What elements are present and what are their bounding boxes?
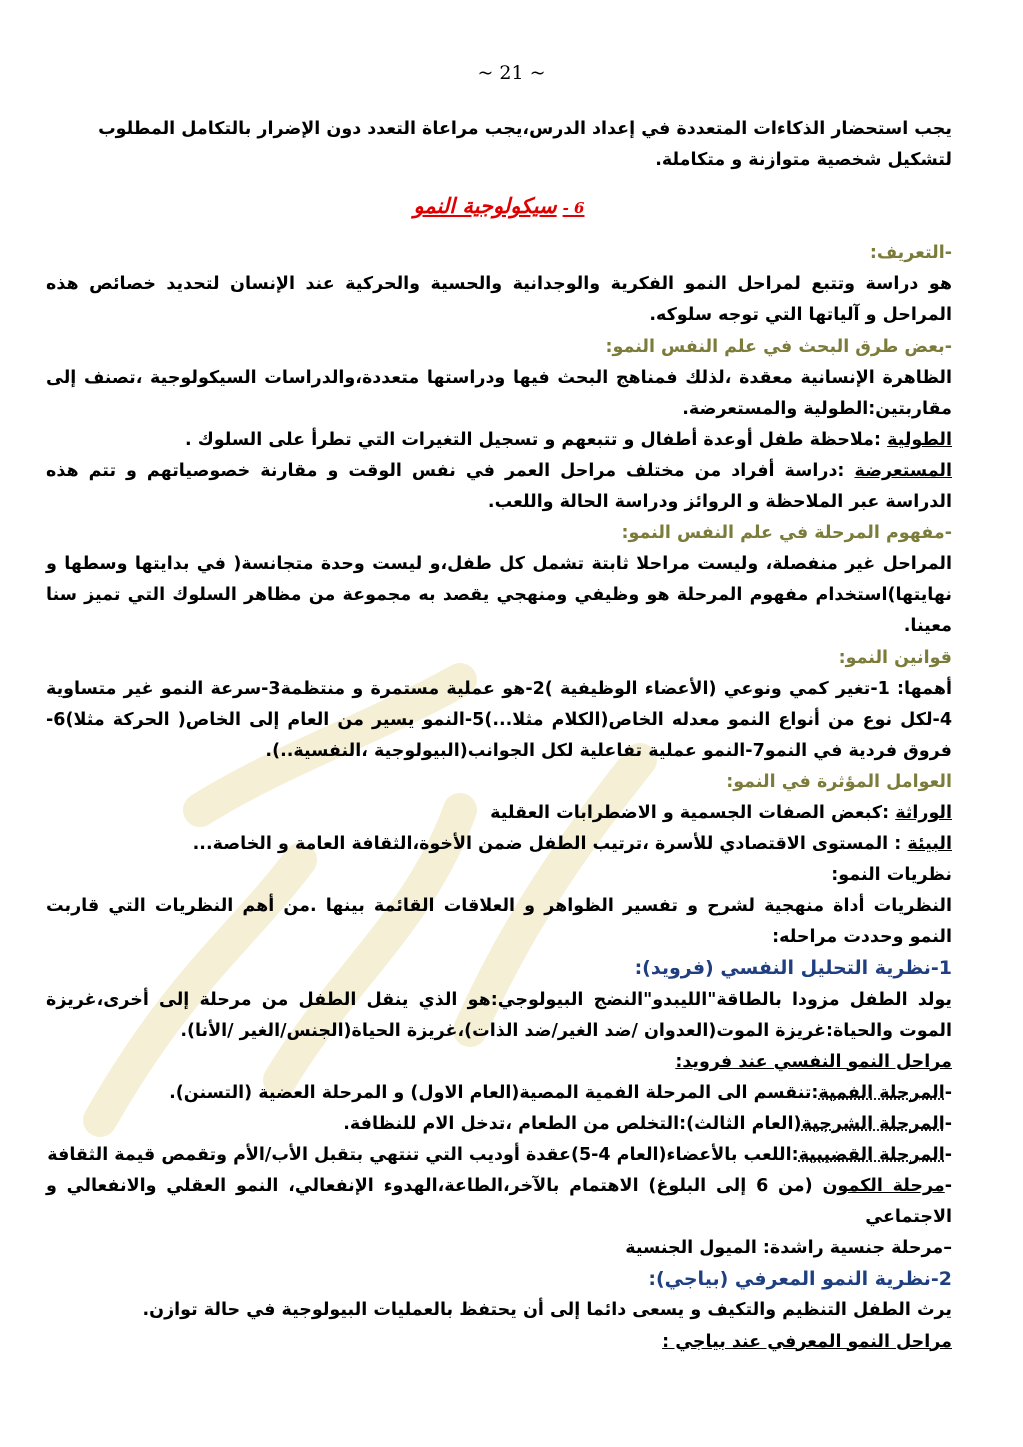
longitudinal-term: الطولية — [887, 429, 952, 450]
cross-paragraph — [46, 456, 952, 518]
theories-text: النظريات أداة منهجية لشرح و تفسير الظواهر و العلاقات القائمة بينها .من أهم النظريات التي قاربت النمو وحددت مراحله: — [46, 896, 952, 948]
genital-stage: –مرحلة جنسية راشدة: الميول الجنسية — [625, 1238, 952, 1259]
cross-text: :دراسة أفراد من مختلف مراحل العمر في نفس الوقت و مقارنة خصوصياتهم و تتم هذه الدراسة عبر الملاحظة و الروائز ودراسة الحالة واللعب. — [46, 460, 952, 513]
stage-concept-heading: -مفهوم المرحلة في علم النفس النمو: — [621, 523, 952, 544]
genital-text: مرحلة جنسية راشدة: الميول الجنسية — [625, 1238, 944, 1259]
intro-line-2: لتشكيل شخصية متوازنة و متكاملة. — [655, 150, 952, 171]
stage-concept-text: المراحل غير منفصلة، وليست مراحلا ثابتة تشمل كل طفل،و ليست وحدة متجانسة( في بدايتها وسطها و نهايتها)استخدام مفهوم المرحلة هو وظيفي ومنهجي يقصد به مجموعة من مظاهر السلوك التي تميز سنا معينا. — [46, 554, 952, 637]
piaget-stages-heading: مراحل النمو المعرفي عند بياجي : — [662, 1331, 952, 1352]
anal-stage: -المرحلة الشرجية(العام الثالث):التخلص من الطعام ،تدخل الام للنظافة. — [343, 1113, 952, 1134]
latency-term: مرحلة الكمون — [822, 1176, 945, 1197]
anal-term: المرحلة الشرجية — [801, 1113, 945, 1134]
document-body — [46, 114, 952, 1358]
environment-paragraph — [46, 829, 952, 860]
environment-term: البيئة — [907, 834, 952, 855]
section-title — [46, 190, 952, 224]
phallic-term: المرحلة القضيبية — [798, 1145, 945, 1165]
methods-heading: -بعض طرق البحث في علم النفس النمو: — [605, 336, 952, 357]
laws-text: أهمها: 1-تغير كمي ونوعي (الأعضاء الوظيفية )2-هو عملية مستمرة و منتظمة3-سرعة النمو غير متساوية 4-لكل نوع من أنواع النمو معدله الخاص(الكلام مثلا...)5-النمو يسير من العام إلى الخاص( الحركة مثلا)6-فروق فردية في النمو7-النمو عملية تفاعلية لكل الجوانب(البيولوجية ،النفسية..). — [46, 678, 953, 761]
oral-stage: -المرحلة الفمية:تنقسم الى المرحلة الفمية المصية(العام الاول) و المرحلة العضية (التسنن). — [169, 1082, 952, 1103]
cross-term: المستعرضة — [854, 460, 952, 481]
page-number: ~ 21 ~ — [477, 62, 546, 84]
environment-text: : المستوى الاقتصادي للأسرة ،ترتيب الطفل ضمن الأخوة،الثقافة العامة و الخاصة... — [192, 834, 908, 855]
phallic-text: :اللعب بالأعضاء(العام 4-5)عقدة أوديب التي تنتهي بتقبل الأب/الأم وتقمص قيمة الثقافة — [47, 1145, 799, 1165]
factors-heading: العوامل المؤثرة في النمو: — [726, 771, 952, 792]
latency-stage: -مرحلة الكمون (من 6 إلى البلوغ) الاهتمام بالآخر،الطاعة،الهدوء الإنفعالي، النمو العقلي والانفعالي و الاجتماعي — [46, 1176, 952, 1228]
anal-text: (العام الثالث):التخلص من الطعام ،تدخل الام للنظافة. — [343, 1113, 802, 1134]
oral-text: :تنقسم الى المرحلة الفمية المصية(العام الاول) و المرحلة العضية (التسنن). — [169, 1082, 819, 1103]
heredity-paragraph — [46, 798, 952, 829]
longitudinal-paragraph — [46, 425, 952, 456]
longitudinal-text: :ملاحظة طفل أوعدة أطفال و تتبعهم و تسجيل التغيرات التي تطرأ على السلوك . — [184, 429, 888, 450]
piaget-title: 2-نظرية النمو المعرفي (بياجي): — [648, 1268, 952, 1291]
section-number: 6 - — [562, 199, 585, 218]
intro-line-1: يجب استحضار الذكاءات المتعددة في إعداد الدرس،يجب مراعاة التعدد دون الإضرار بالتكامل المطلوب — [98, 119, 952, 139]
freud-stages-heading: مراحل النمو النفسي عند فرويد: — [675, 1051, 952, 1072]
heredity-term: الوراثة — [895, 802, 952, 823]
latency-text: (من 6 إلى البلوغ) الاهتمام بالآخر،الطاعة،الهدوء الإنفعالي، النمو العقلي والانفعالي و الاجتماعي — [46, 1176, 952, 1228]
laws-heading: قوانين النمو: — [838, 647, 952, 668]
definition-heading: -التعريف: — [869, 243, 952, 264]
theories-heading: نظريات النمو: — [831, 865, 952, 886]
methods-text: الظاهرة الإنسانية معقدة ،لذلك فمناهج البحث فيها ودراستها متعددة،والدراسات السيكولوجية ،تصنف إلى مقاربتين:الطولية والمستعرضة. — [46, 367, 952, 419]
piaget-text: يرث الطفل التنظيم والتكيف و يسعى دائما إلى أن يحتفظ بالعمليات البيولوجية في حالة توازن. — [142, 1300, 952, 1321]
heredity-text: :كبعض الصفات الجسمية و الاضطرابات العقلية — [490, 802, 896, 823]
phallic-stage: -المرحلة القضيبية:اللعب بالأعضاء(العام 4-5)عقدة أوديب التي تنتهي بتقبل الأب/الأم وتقمص قيمة الثقافة — [47, 1145, 952, 1165]
oral-term: المرحلة الفمية — [818, 1082, 945, 1103]
freud-text: يولد الطفل مزودا بالطاقة"الليبدو"النضج البيولوجي:هو الذي ينقل الطفل من مرحلة إلى أخرى،غريزة الموت والحياة:غريزة الموت(العدوان /ضد الغير/ضد الذات)،غريزة الحياة(الجنس/الغير /الأنا). — [46, 989, 952, 1041]
section-title-text: سيكولوجية النمو — [413, 193, 557, 219]
freud-title: 1-نظرية التحليل النفسي (فرويد): — [634, 957, 952, 980]
definition-text: هو دراسة وتتبع لمراحل النمو الفكرية والوجدانية والحسية والحركية عند الإنسان لتحديد خصائص هذه المراحل و آلياتها التي توجه سلوكه. — [46, 274, 952, 326]
